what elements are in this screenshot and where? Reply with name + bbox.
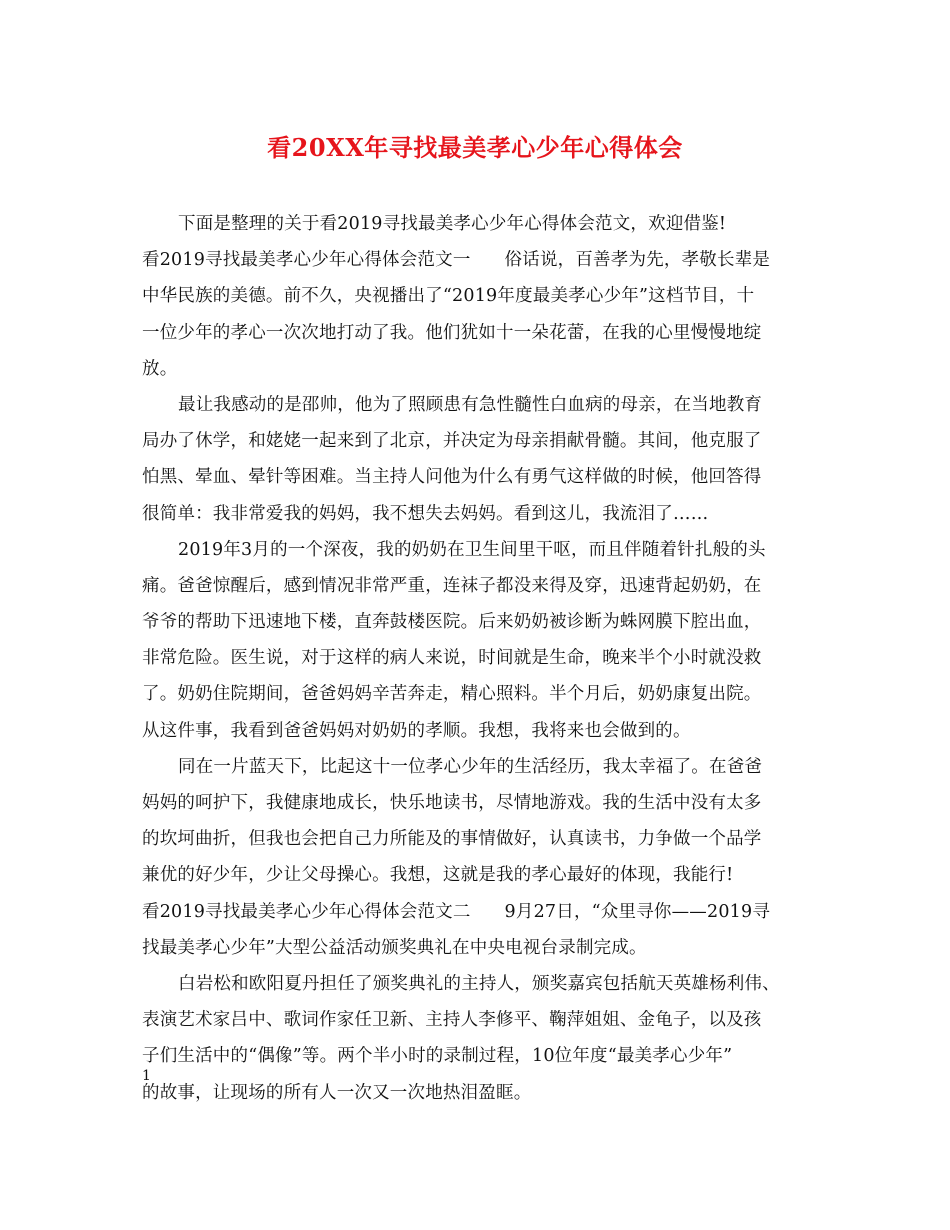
line-text: 放。 [142,358,178,379]
line-text: 从这件事，我看到爸爸妈妈对奶奶的孝顺。我想，我将来也会做到的。 [142,720,691,741]
text-line [142,351,814,387]
line-text: 白岩松和欧阳夏丹担任了颁奖典礼的主持人，颁奖嘉宾包括航天英雄杨利伟、 [178,973,780,994]
line-text: 一位少年的孝心一次次地打动了我。他们犹如十一朵花蕾，在我的心里慢慢地绽 [142,322,762,343]
text-line [142,423,814,459]
text-line [142,1038,814,1074]
text-line [142,640,814,676]
line-text-continued: 9月27日，“众里寻你——2019寻 [504,901,771,922]
text-line [142,785,814,821]
line-text: 中华民族的美德。前不久，央视播出了“2019年度最美孝心少年”这档节目，十 [142,286,755,307]
line-text: 非常危险。医生说，对于这样的病人来说，时间就是生命，晚来半个小时就没救 [142,648,762,669]
text-line [142,966,814,1002]
line-text: 最让我感动的是邵帅，他为了照顾患有急性髓性白血病的母亲，在当地教育 [178,394,763,415]
text-line [142,676,814,712]
text-line [142,242,814,278]
text-line [142,278,814,314]
line-text: 看2019寻找最美孝心少年心得体会范文一 [142,250,471,271]
text-line [142,604,814,640]
text-line [142,568,814,604]
text-line [142,1002,814,1038]
text-line [142,206,814,242]
line-text: 的故事，让现场的所有人一次又一次地热泪盈眶。 [142,1082,532,1103]
text-line [142,1075,814,1111]
line-text-continued: 俗话说，百善孝为先，孝敬长辈是 [504,250,771,271]
text-line [142,821,814,857]
document-body [142,206,814,1111]
text-line [142,930,814,966]
line-text: 子们生活中的“偶像”等。两个半小时的录制过程，10位年度“最美孝心少年” [142,1046,733,1067]
text-line [142,532,814,568]
line-text: 局办了休学，和姥姥一起来到了北京，并决定为母亲捐献骨髓。其间，他克服了 [142,431,762,452]
line-text: 2019年3月的一个深夜，我的奶奶在卫生间里干呕，而且伴随着针扎般的头 [178,539,766,560]
document-title: 看20XX年寻找最美孝心少年心得体会 [267,133,683,162]
line-text: 的坎坷曲折，但我也会把自己力所能及的事情做好，认真读书，力争做一个品学 [142,829,762,850]
line-text: 了。奶奶住院期间，爸爸妈妈辛苦奔走，精心照料。半个月后，奶奶康复出院。 [142,684,762,705]
line-text: 找最美孝心少年”大型公益活动颁奖典礼在中央电视台录制完成。 [142,937,647,958]
line-text: 怕黑、晕血、晕针等困难。当主持人问他为什么有勇气这样做的时候，他回答得 [142,467,762,488]
line-text: 表演艺术家吕中、歌词作家任卫新、主持人李修平、鞠萍姐姐、金龟子，以及孩 [142,1010,762,1031]
line-text: 兼优的好少年，少让父母操心。我想，这就是我的孝心最好的体现，我能行! [142,865,734,886]
text-line [142,387,814,423]
text-line [142,315,814,351]
text-line [142,749,814,785]
text-line [142,713,814,749]
text-line [142,496,814,532]
line-text: 看2019寻找最美孝心少年心得体会范文二 [142,901,471,922]
line-text: 很简单：我非常爱我的妈妈，我不想失去妈妈。看到这儿，我流泪了…… [142,503,709,524]
line-text: 下面是整理的关于看2019寻找最美孝心少年心得体会范文，欢迎借鉴! [178,214,727,234]
line-text: 爷爷的帮助下迅速地下楼，直奔鼓楼医院。后来奶奶被诊断为蛛网膜下腔出血， [142,612,762,633]
line-text: 妈妈的呵护下，我健康地成长，快乐地读书，尽情地游戏。我的生活中没有太多 [142,793,762,813]
line-text: 同在一片蓝天下，比起这十一位孝心少年的生活经历，我太幸福了。在爸爸 [178,756,763,777]
text-line [142,459,814,495]
page-number: 1 [142,1068,151,1084]
text-line [142,857,814,893]
line-text: 痛。爸爸惊醒后，感到情况非常严重，连袜子都没来得及穿，迅速背起奶奶，在 [142,575,762,596]
text-line [142,894,814,930]
